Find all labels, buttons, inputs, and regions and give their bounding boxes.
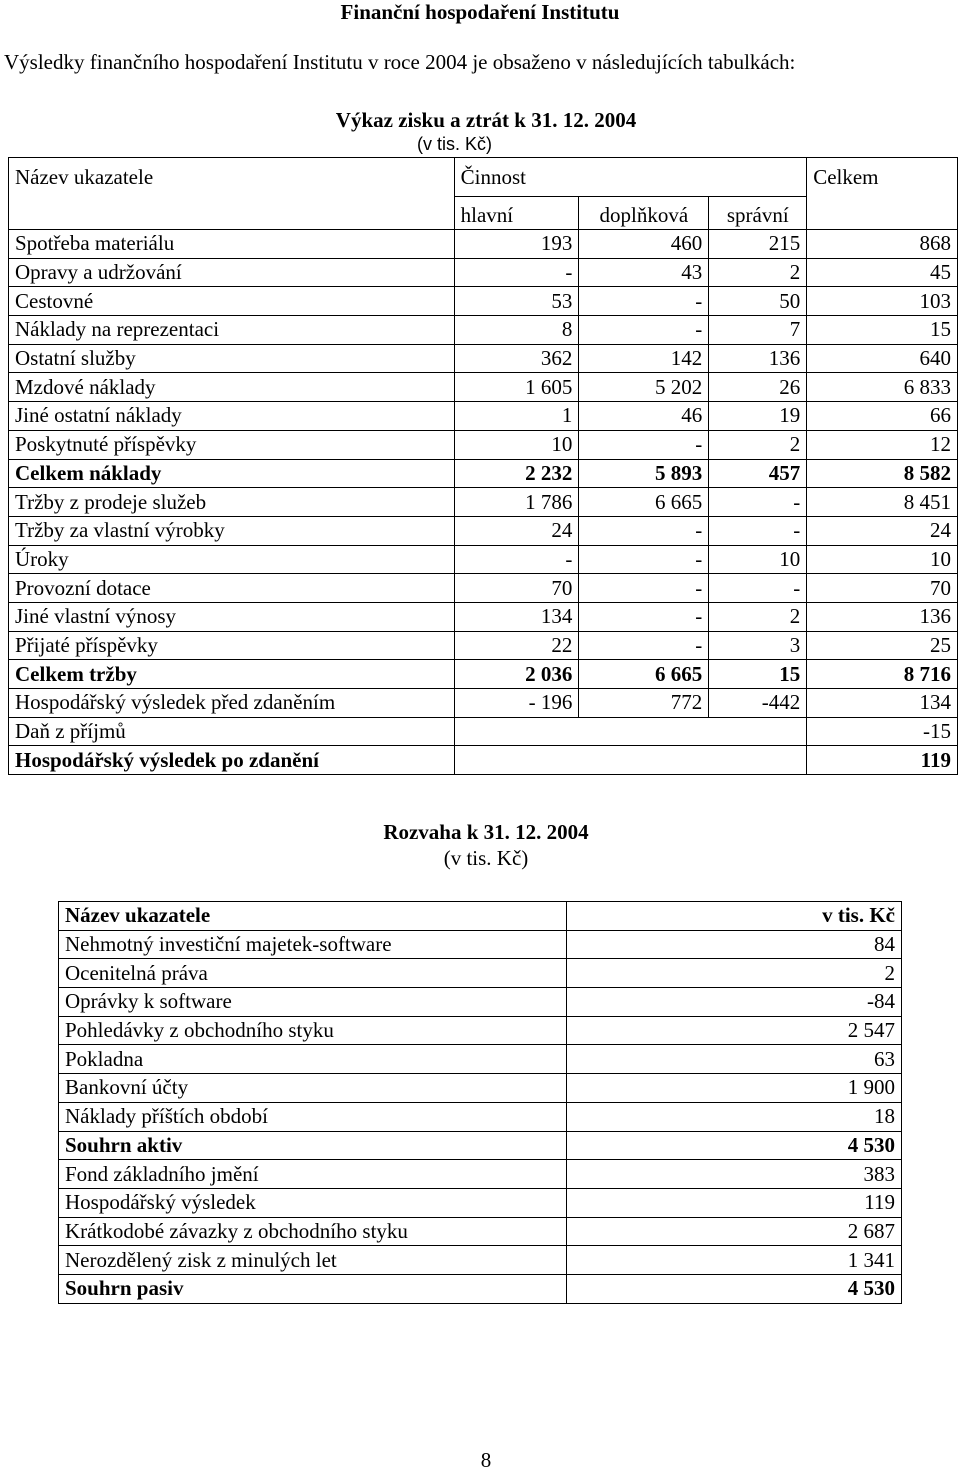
cell-main: 362 [454, 344, 579, 373]
cell-main: 22 [454, 631, 579, 660]
cell-secondary: - [579, 602, 709, 631]
cell-secondary: - [579, 631, 709, 660]
cell-total: 70 [807, 574, 958, 603]
table-row [9, 689, 958, 718]
row-label: Náklady na reprezentaci [9, 316, 455, 345]
cell-secondary: 46 [579, 402, 709, 431]
cell-total: 15 [807, 316, 958, 345]
table-header-row [59, 902, 902, 931]
row-label: Hospodářský výsledek po zdanění [9, 746, 455, 775]
cell-value: 63 [566, 1045, 901, 1074]
cell-value: 1 341 [566, 1246, 901, 1275]
cell-value: 1 900 [566, 1074, 901, 1103]
cell-main: 70 [454, 574, 579, 603]
cell-administrative: 2 [709, 430, 807, 459]
table-row [59, 959, 902, 988]
table-row [9, 344, 958, 373]
cell-total: 119 [807, 746, 958, 775]
cell-administrative: 136 [709, 344, 807, 373]
column-header-activity: Činnost [454, 158, 807, 197]
row-label: Tržby z prodeje služeb [9, 488, 455, 517]
cell-main: 24 [454, 516, 579, 545]
cell-main: 1 786 [454, 488, 579, 517]
cell-total: 12 [807, 430, 958, 459]
cell-secondary: 6 665 [579, 660, 709, 689]
table-row [59, 1188, 902, 1217]
cell-total: 103 [807, 287, 958, 316]
row-label: Jiné ostatní náklady [9, 402, 455, 431]
subheader-empty [9, 197, 455, 230]
row-label: Přijaté příspěvky [9, 631, 455, 660]
cell-total: 8 451 [807, 488, 958, 517]
cell-secondary: 460 [579, 230, 709, 259]
merged-empty-cell [454, 746, 807, 775]
table-row [9, 516, 958, 545]
cell-value: 2 547 [566, 1016, 901, 1045]
cell-administrative: 10 [709, 545, 807, 574]
row-label: Opravy a udržování [9, 258, 455, 287]
cell-secondary: - [579, 545, 709, 574]
cell-total: 6 833 [807, 373, 958, 402]
row-label: Ostatní služby [9, 344, 455, 373]
table-row [59, 1246, 902, 1275]
page-heading: Finanční hospodaření Institutu [340, 0, 620, 24]
cell-value: 119 [566, 1188, 901, 1217]
cell-administrative: 50 [709, 287, 807, 316]
row-label: Nerozdělený zisk z minulých let [59, 1246, 567, 1275]
table-row [59, 1074, 902, 1103]
cell-secondary: 772 [579, 689, 709, 718]
cell-value: 84 [566, 930, 901, 959]
table-row [59, 1016, 902, 1045]
cell-administrative: 3 [709, 631, 807, 660]
row-label: Fond základního jmění [59, 1160, 567, 1189]
row-label: Spotřeba materiálu [9, 230, 455, 259]
table-row [59, 1102, 902, 1131]
table-row [59, 1160, 902, 1189]
cell-total: 66 [807, 402, 958, 431]
balance-sheet-title: Rozvaha k 31. 12. 2004 [383, 820, 589, 844]
cell-total: 24 [807, 516, 958, 545]
cell-administrative: - [709, 574, 807, 603]
cell-secondary: 43 [579, 258, 709, 287]
cell-secondary: 142 [579, 344, 709, 373]
cell-value: 18 [566, 1102, 901, 1131]
cell-administrative: -442 [709, 689, 807, 718]
cell-total: 868 [807, 230, 958, 259]
income-statement-table [8, 157, 958, 775]
table-row [9, 258, 958, 287]
intro-text: Výsledky finančního hospodaření Institutu v roce 2004 je obsaženo v následujících tabulkách: [4, 50, 796, 74]
table-row [9, 574, 958, 603]
cell-administrative: 19 [709, 402, 807, 431]
merged-empty-cell [454, 717, 807, 746]
table-row [59, 1131, 902, 1160]
cell-total: 25 [807, 631, 958, 660]
cell-secondary: 5 893 [579, 459, 709, 488]
cell-main: 53 [454, 287, 579, 316]
row-label: Souhrn pasiv [59, 1274, 567, 1303]
cell-main: - 196 [454, 689, 579, 718]
cell-total: 8 716 [807, 660, 958, 689]
cell-main: - [454, 258, 579, 287]
cell-main: - [454, 545, 579, 574]
subheader-administrative: správní [709, 197, 807, 230]
cell-total: 8 582 [807, 459, 958, 488]
table-row [9, 459, 958, 488]
row-label: Oprávky k software [59, 988, 567, 1017]
column-header-total: Celkem [807, 158, 958, 197]
row-label: Celkem tržby [9, 660, 455, 689]
cell-secondary: - [579, 316, 709, 345]
cell-total: 136 [807, 602, 958, 631]
table-row [9, 316, 958, 345]
table-row [9, 717, 958, 746]
cell-administrative: - [709, 516, 807, 545]
cell-main: 193 [454, 230, 579, 259]
row-label: Náklady příštích období [59, 1102, 567, 1131]
row-label: Ocenitelná práva [59, 959, 567, 988]
subheader-secondary: doplňková [579, 197, 709, 230]
table-row [59, 1217, 902, 1246]
row-label: Celkem náklady [9, 459, 455, 488]
cell-total: 10 [807, 545, 958, 574]
table-subheader-row [9, 197, 958, 230]
table-row [9, 602, 958, 631]
row-label: Pohledávky z obchodního styku [59, 1016, 567, 1045]
cell-secondary: - [579, 574, 709, 603]
row-label: Pokladna [59, 1045, 567, 1074]
cell-secondary: 5 202 [579, 373, 709, 402]
cell-total: 640 [807, 344, 958, 373]
cell-secondary: - [579, 287, 709, 316]
cell-secondary: - [579, 516, 709, 545]
cell-administrative: 2 [709, 258, 807, 287]
table-row [9, 287, 958, 316]
row-label: Daň z příjmů [9, 717, 455, 746]
row-label: Jiné vlastní výnosy [9, 602, 455, 631]
cell-secondary: - [579, 430, 709, 459]
income-statement-title: Výkaz zisku a ztrát k 31. 12. 2004 [335, 108, 637, 132]
table-row [9, 488, 958, 517]
cell-value: 2 [566, 959, 901, 988]
table-header-row [9, 158, 958, 197]
row-label: Souhrn aktiv [59, 1131, 567, 1160]
cell-value: -84 [566, 988, 901, 1017]
subheader-main: hlavní [454, 197, 579, 230]
row-label: Mzdové náklady [9, 373, 455, 402]
cell-main: 8 [454, 316, 579, 345]
cell-main: 10 [454, 430, 579, 459]
row-label: Poskytnuté příspěvky [9, 430, 455, 459]
balance-sheet-table [58, 901, 902, 1304]
table-row [59, 988, 902, 1017]
table-row [9, 430, 958, 459]
cell-administrative: 2 [709, 602, 807, 631]
table-row [9, 660, 958, 689]
row-label: Hospodářský výsledek [59, 1188, 567, 1217]
row-label: Cestovné [9, 287, 455, 316]
cell-total: 45 [807, 258, 958, 287]
row-label: Nehmotný investiční majetek-software [59, 930, 567, 959]
cell-main: 1 [454, 402, 579, 431]
cell-administrative: 215 [709, 230, 807, 259]
cell-administrative: 457 [709, 459, 807, 488]
cell-main: 2 232 [454, 459, 579, 488]
column-header-name: Název ukazatele [9, 158, 455, 197]
table-row [59, 930, 902, 959]
column-header-name: Název ukazatele [59, 902, 567, 931]
cell-main: 2 036 [454, 660, 579, 689]
column-header-value: v tis. Kč [566, 902, 901, 931]
row-label: Hospodářský výsledek před zdaněním [9, 689, 455, 718]
cell-total: -15 [807, 717, 958, 746]
table-row [9, 373, 958, 402]
cell-administrative: - [709, 488, 807, 517]
cell-value: 4 530 [566, 1274, 901, 1303]
row-label: Provozní dotace [9, 574, 455, 603]
row-label: Tržby za vlastní výrobky [9, 516, 455, 545]
cell-value: 383 [566, 1160, 901, 1189]
balance-sheet-unit: (v tis. Kč) [443, 846, 529, 870]
table-row [59, 1045, 902, 1074]
cell-main: 1 605 [454, 373, 579, 402]
cell-main: 134 [454, 602, 579, 631]
table-row [9, 746, 958, 775]
row-label: Úroky [9, 545, 455, 574]
cell-total: 134 [807, 689, 958, 718]
cell-administrative: 26 [709, 373, 807, 402]
cell-value: 2 687 [566, 1217, 901, 1246]
row-label: Krátkodobé závazky z obchodního styku [59, 1217, 567, 1246]
table-row [59, 1274, 902, 1303]
cell-secondary: 6 665 [579, 488, 709, 517]
cell-administrative: 7 [709, 316, 807, 345]
table-row [9, 545, 958, 574]
cell-value: 4 530 [566, 1131, 901, 1160]
subheader-total-empty [807, 197, 958, 230]
income-statement-unit: (v tis. Kč) [417, 134, 492, 154]
table-row [9, 631, 958, 660]
cell-administrative: 15 [709, 660, 807, 689]
page-number: 8 [480, 1448, 492, 1472]
table-row [9, 230, 958, 259]
table-row [9, 402, 958, 431]
row-label: Bankovní účty [59, 1074, 567, 1103]
